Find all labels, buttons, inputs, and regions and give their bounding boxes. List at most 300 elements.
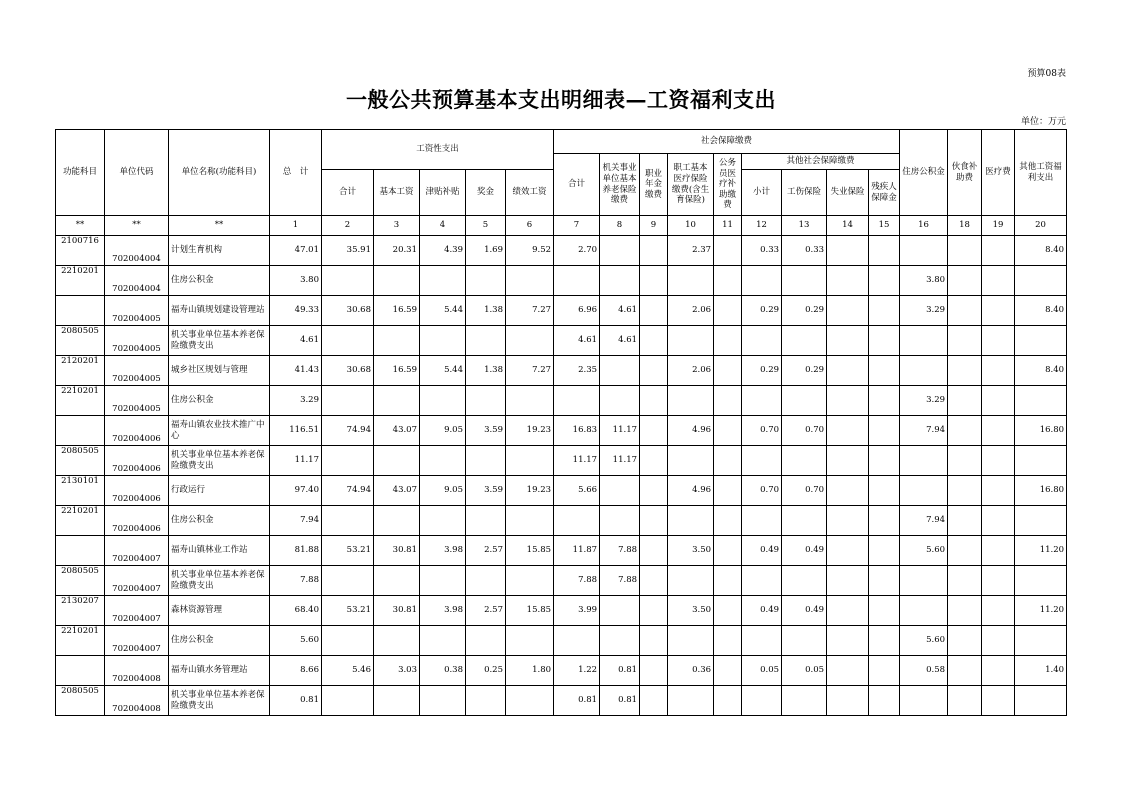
func-subject-cell: 2210201 xyxy=(56,266,105,296)
value-cell xyxy=(374,566,420,596)
header-other-subtotal: 小计 xyxy=(742,170,782,216)
unit-name-cell: 福寿山镇农业技术推广中心 xyxy=(169,416,270,446)
value-cell xyxy=(668,446,714,476)
table-row xyxy=(56,386,1067,416)
value-cell xyxy=(714,506,742,536)
value-cell xyxy=(322,326,374,356)
header-disability-fund: 残疾人保障金 xyxy=(869,170,900,216)
value-cell: 9.52 xyxy=(506,236,554,266)
value-cell: 15.85 xyxy=(506,596,554,626)
value-cell xyxy=(600,386,640,416)
value-cell: 7.88 xyxy=(554,566,600,596)
table-row xyxy=(56,416,1067,446)
value-cell xyxy=(982,626,1015,656)
unit-code-cell: 702004005 xyxy=(105,386,169,416)
unit-code-cell: 702004007 xyxy=(105,596,169,626)
value-cell xyxy=(827,296,869,326)
value-cell xyxy=(640,356,668,386)
index-cell: 5 xyxy=(466,216,506,236)
value-cell: 4.61 xyxy=(270,326,322,356)
header-pension: 机关事业单位基本养老保险缴费 xyxy=(600,154,640,216)
value-cell xyxy=(668,266,714,296)
value-cell xyxy=(374,626,420,656)
value-cell xyxy=(948,266,982,296)
value-cell xyxy=(714,476,742,506)
value-cell xyxy=(782,506,827,536)
table-body xyxy=(56,216,1067,716)
value-cell: 0.49 xyxy=(782,596,827,626)
value-cell xyxy=(322,386,374,416)
value-cell xyxy=(742,266,782,296)
value-cell: 3.80 xyxy=(270,266,322,296)
value-cell xyxy=(374,446,420,476)
value-cell: 0.70 xyxy=(782,476,827,506)
value-cell xyxy=(714,536,742,566)
value-cell xyxy=(600,476,640,506)
value-cell xyxy=(900,686,948,716)
value-cell: 0.58 xyxy=(900,656,948,686)
value-cell xyxy=(900,326,948,356)
value-cell: 53.21 xyxy=(322,536,374,566)
table-row xyxy=(56,566,1067,596)
value-cell xyxy=(1015,626,1067,656)
value-cell: 19.23 xyxy=(506,476,554,506)
value-cell xyxy=(869,326,900,356)
value-cell: 16.59 xyxy=(374,356,420,386)
header-civil-medical-subsidy: 公务员医疗补助缴费 xyxy=(714,154,742,216)
value-cell: 0.29 xyxy=(742,356,782,386)
value-cell xyxy=(466,266,506,296)
value-cell xyxy=(640,476,668,506)
value-cell xyxy=(827,386,869,416)
value-cell xyxy=(466,506,506,536)
value-cell xyxy=(420,326,466,356)
value-cell xyxy=(742,386,782,416)
index-cell: 13 xyxy=(782,216,827,236)
value-cell xyxy=(948,566,982,596)
index-cell: 16 xyxy=(900,216,948,236)
value-cell: 74.94 xyxy=(322,416,374,446)
value-cell xyxy=(782,386,827,416)
value-cell: 0.33 xyxy=(782,236,827,266)
value-cell xyxy=(982,506,1015,536)
header-total: 总 计 xyxy=(270,130,322,216)
value-cell: 0.81 xyxy=(554,686,600,716)
unit-code-cell: 702004008 xyxy=(105,656,169,686)
value-cell xyxy=(827,446,869,476)
value-cell xyxy=(827,536,869,566)
value-cell: 0.38 xyxy=(420,656,466,686)
value-cell xyxy=(714,356,742,386)
value-cell xyxy=(782,266,827,296)
value-cell xyxy=(782,326,827,356)
value-cell: 0.29 xyxy=(782,296,827,326)
value-cell: 2.06 xyxy=(668,356,714,386)
value-cell: 7.88 xyxy=(270,566,322,596)
value-cell xyxy=(900,236,948,266)
value-cell xyxy=(869,536,900,566)
func-subject-cell: 2080505 xyxy=(56,326,105,356)
value-cell xyxy=(827,476,869,506)
func-subject-cell: 2080505 xyxy=(56,446,105,476)
func-subject-cell: 2130101 xyxy=(56,476,105,506)
value-cell xyxy=(640,236,668,266)
value-cell: 0.81 xyxy=(270,686,322,716)
unit-name-cell: 机关事业单位基本养老保险缴费支出 xyxy=(169,446,270,476)
value-cell xyxy=(554,386,600,416)
value-cell xyxy=(714,566,742,596)
func-subject-cell: 2210201 xyxy=(56,506,105,536)
value-cell xyxy=(668,686,714,716)
value-cell xyxy=(782,446,827,476)
value-cell xyxy=(827,416,869,446)
index-cell: 7 xyxy=(554,216,600,236)
value-cell: 2.57 xyxy=(466,536,506,566)
value-cell xyxy=(322,566,374,596)
value-cell: 74.94 xyxy=(322,476,374,506)
value-cell xyxy=(742,686,782,716)
index-cell: 20 xyxy=(1015,216,1067,236)
value-cell: 41.43 xyxy=(270,356,322,386)
func-subject-cell: 2080505 xyxy=(56,566,105,596)
value-cell: 8.40 xyxy=(1015,356,1067,386)
value-cell xyxy=(420,446,466,476)
unit-name-cell: 住房公积金 xyxy=(169,386,270,416)
value-cell xyxy=(714,296,742,326)
value-cell xyxy=(668,386,714,416)
value-cell: 19.23 xyxy=(506,416,554,446)
value-cell: 1.22 xyxy=(554,656,600,686)
value-cell: 11.17 xyxy=(270,446,322,476)
value-cell xyxy=(1015,506,1067,536)
value-cell xyxy=(869,506,900,536)
func-subject-cell xyxy=(56,536,105,566)
value-cell: 4.61 xyxy=(600,326,640,356)
table-row xyxy=(56,686,1067,716)
unit-name-cell: 福寿山镇林业工作站 xyxy=(169,536,270,566)
header-performance-pay: 绩效工资 xyxy=(506,170,554,216)
value-cell: 3.03 xyxy=(374,656,420,686)
value-cell xyxy=(742,326,782,356)
value-cell xyxy=(600,356,640,386)
unit-code-cell: 702004006 xyxy=(105,416,169,446)
value-cell xyxy=(827,626,869,656)
value-cell xyxy=(827,566,869,596)
value-cell: 9.05 xyxy=(420,416,466,446)
value-cell xyxy=(640,296,668,326)
value-cell: 16.80 xyxy=(1015,476,1067,506)
value-cell xyxy=(782,686,827,716)
value-cell: 9.05 xyxy=(420,476,466,506)
table-row xyxy=(56,506,1067,536)
value-cell xyxy=(714,596,742,626)
value-cell xyxy=(640,386,668,416)
unit-label: 单位：万元 xyxy=(1020,117,1066,127)
value-cell xyxy=(714,386,742,416)
header-salary-total: 合计 xyxy=(322,170,374,216)
value-cell xyxy=(948,506,982,536)
unit-name-cell: 城乡社区规划与管理 xyxy=(169,356,270,386)
value-cell: 35.91 xyxy=(322,236,374,266)
value-cell xyxy=(506,686,554,716)
value-cell xyxy=(714,446,742,476)
value-cell xyxy=(982,236,1015,266)
value-cell: 30.81 xyxy=(374,596,420,626)
header-basic-salary: 基本工资 xyxy=(374,170,420,216)
header-bonus: 奖金 xyxy=(466,170,506,216)
value-cell xyxy=(982,596,1015,626)
func-subject-cell: 2210201 xyxy=(56,386,105,416)
index-row xyxy=(56,216,1067,236)
header-other-social-group: 其他社会保障缴费 xyxy=(742,154,900,170)
value-cell: 30.68 xyxy=(322,356,374,386)
value-cell: 3.98 xyxy=(420,596,466,626)
value-cell: 2.35 xyxy=(554,356,600,386)
value-cell xyxy=(742,626,782,656)
value-cell xyxy=(1015,326,1067,356)
unit-code-cell: 702004006 xyxy=(105,506,169,536)
func-subject-cell xyxy=(56,656,105,686)
func-subject-cell: 2210201 xyxy=(56,626,105,656)
table-row xyxy=(56,476,1067,506)
header-housing-fund: 住房公积金 xyxy=(900,130,948,216)
header-social-total: 合计 xyxy=(554,154,600,216)
value-cell xyxy=(869,386,900,416)
value-cell xyxy=(869,236,900,266)
value-cell: 3.29 xyxy=(900,296,948,326)
value-cell xyxy=(827,266,869,296)
value-cell xyxy=(900,596,948,626)
value-cell xyxy=(982,266,1015,296)
value-cell: 1.38 xyxy=(466,296,506,326)
value-cell: 43.07 xyxy=(374,416,420,446)
value-cell xyxy=(900,446,948,476)
value-cell: 4.96 xyxy=(668,476,714,506)
header-injury-insurance: 工伤保险 xyxy=(782,170,827,216)
value-cell xyxy=(640,326,668,356)
value-cell xyxy=(420,686,466,716)
index-cell: 8 xyxy=(600,216,640,236)
index-cell: 1 xyxy=(270,216,322,236)
value-cell: 11.87 xyxy=(554,536,600,566)
header-social-group: 社会保障缴费 xyxy=(554,130,900,154)
value-cell: 2.57 xyxy=(466,596,506,626)
value-cell xyxy=(374,506,420,536)
value-cell: 3.50 xyxy=(668,536,714,566)
value-cell: 0.70 xyxy=(742,476,782,506)
value-cell xyxy=(827,596,869,626)
value-cell: 0.49 xyxy=(742,536,782,566)
value-cell xyxy=(982,416,1015,446)
value-cell xyxy=(640,446,668,476)
value-cell xyxy=(714,416,742,446)
header-other-welfare: 其他工资福利支出 xyxy=(1015,130,1067,216)
value-cell xyxy=(600,626,640,656)
value-cell xyxy=(948,596,982,626)
value-cell xyxy=(420,566,466,596)
value-cell: 8.66 xyxy=(270,656,322,686)
header-salary-group: 工资性支出 xyxy=(322,130,554,170)
value-cell xyxy=(869,656,900,686)
value-cell xyxy=(714,236,742,266)
value-cell xyxy=(640,566,668,596)
unit-name-cell: 住房公积金 xyxy=(169,506,270,536)
value-cell xyxy=(322,446,374,476)
value-cell xyxy=(506,266,554,296)
value-cell xyxy=(827,656,869,686)
func-subject-cell: 2120201 xyxy=(56,356,105,386)
table-row xyxy=(56,356,1067,386)
value-cell: 0.70 xyxy=(782,416,827,446)
value-cell xyxy=(1015,686,1067,716)
unit-code-cell: 702004006 xyxy=(105,446,169,476)
header-medical: 医疗费 xyxy=(982,130,1015,216)
unit-name-cell: 机关事业单位基本养老保险缴费支出 xyxy=(169,686,270,716)
value-cell xyxy=(506,446,554,476)
value-cell: 6.96 xyxy=(554,296,600,326)
header-unit-name: 单位名称(功能科目) xyxy=(169,130,270,216)
value-cell xyxy=(714,326,742,356)
unit-name-cell: 机关事业单位基本养老保险缴费支出 xyxy=(169,326,270,356)
value-cell xyxy=(466,326,506,356)
value-cell xyxy=(827,236,869,266)
value-cell xyxy=(982,326,1015,356)
value-cell xyxy=(900,476,948,506)
header-meal-allowance: 伙食补助费 xyxy=(948,130,982,216)
index-cell: 6 xyxy=(506,216,554,236)
value-cell xyxy=(869,416,900,446)
value-cell xyxy=(982,656,1015,686)
value-cell: 3.59 xyxy=(466,416,506,446)
value-cell xyxy=(869,626,900,656)
value-cell: 0.05 xyxy=(742,656,782,686)
header-medical-insurance: 职工基本医疗保险缴费(含生育保险) xyxy=(668,154,714,216)
value-cell: 4.39 xyxy=(420,236,466,266)
value-cell: 4.61 xyxy=(554,326,600,356)
table-row xyxy=(56,656,1067,686)
value-cell: 2.70 xyxy=(554,236,600,266)
value-cell xyxy=(948,356,982,386)
value-cell: 0.81 xyxy=(600,656,640,686)
value-cell: 7.94 xyxy=(900,416,948,446)
value-cell xyxy=(322,626,374,656)
value-cell xyxy=(374,326,420,356)
value-cell xyxy=(1015,266,1067,296)
value-cell xyxy=(322,266,374,296)
value-cell: 3.59 xyxy=(466,476,506,506)
value-cell xyxy=(948,236,982,266)
value-cell xyxy=(600,506,640,536)
value-cell xyxy=(900,356,948,386)
value-cell: 7.27 xyxy=(506,296,554,326)
func-subject-cell xyxy=(56,296,105,326)
value-cell: 0.81 xyxy=(600,686,640,716)
value-cell: 3.29 xyxy=(900,386,948,416)
value-cell: 7.88 xyxy=(600,536,640,566)
index-cell: 19 xyxy=(982,216,1015,236)
unit-code-cell: 702004005 xyxy=(105,326,169,356)
value-cell: 0.70 xyxy=(742,416,782,446)
unit-code-cell: 702004007 xyxy=(105,536,169,566)
index-cell: 18 xyxy=(948,216,982,236)
value-cell xyxy=(1015,386,1067,416)
value-cell: 8.40 xyxy=(1015,236,1067,266)
table-row xyxy=(56,266,1067,296)
header-allowance: 津贴补贴 xyxy=(420,170,466,216)
value-cell: 4.61 xyxy=(600,296,640,326)
value-cell: 11.17 xyxy=(600,416,640,446)
value-cell xyxy=(374,266,420,296)
value-cell: 1.80 xyxy=(506,656,554,686)
unit-code-cell: 702004008 xyxy=(105,686,169,716)
value-cell: 0.36 xyxy=(668,656,714,686)
func-subject-cell: 2080505 xyxy=(56,686,105,716)
value-cell xyxy=(714,656,742,686)
value-cell: 0.49 xyxy=(782,536,827,566)
value-cell xyxy=(982,356,1015,386)
value-cell xyxy=(506,506,554,536)
value-cell xyxy=(827,686,869,716)
index-cell: ** xyxy=(169,216,270,236)
unit-name-cell: 机关事业单位基本养老保险缴费支出 xyxy=(169,566,270,596)
value-cell xyxy=(869,446,900,476)
unit-name-cell: 住房公积金 xyxy=(169,626,270,656)
value-cell xyxy=(948,656,982,686)
value-cell: 5.66 xyxy=(554,476,600,506)
value-cell: 47.01 xyxy=(270,236,322,266)
table-row xyxy=(56,626,1067,656)
index-cell: 9 xyxy=(640,216,668,236)
unit-name-cell: 福寿山镇规划建设管理站 xyxy=(169,296,270,326)
value-cell: 116.51 xyxy=(270,416,322,446)
value-cell: 5.44 xyxy=(420,356,466,386)
value-cell xyxy=(948,386,982,416)
index-cell: ** xyxy=(56,216,105,236)
index-cell: 2 xyxy=(322,216,374,236)
value-cell xyxy=(506,386,554,416)
value-cell xyxy=(420,266,466,296)
value-cell xyxy=(714,686,742,716)
value-cell xyxy=(982,566,1015,596)
value-cell: 0.29 xyxy=(742,296,782,326)
value-cell xyxy=(554,626,600,656)
value-cell: 3.98 xyxy=(420,536,466,566)
value-cell xyxy=(869,686,900,716)
value-cell: 30.81 xyxy=(374,536,420,566)
value-cell xyxy=(982,536,1015,566)
value-cell xyxy=(782,626,827,656)
value-cell: 0.05 xyxy=(782,656,827,686)
value-cell xyxy=(714,266,742,296)
value-cell: 2.06 xyxy=(668,296,714,326)
value-cell xyxy=(640,596,668,626)
form-code: 预算08表 xyxy=(1027,69,1066,79)
value-cell xyxy=(640,656,668,686)
value-cell xyxy=(506,326,554,356)
value-cell xyxy=(640,536,668,566)
index-cell: 14 xyxy=(827,216,869,236)
value-cell xyxy=(466,386,506,416)
value-cell: 0.33 xyxy=(742,236,782,266)
unit-code-cell: 702004006 xyxy=(105,476,169,506)
value-cell: 11.20 xyxy=(1015,596,1067,626)
value-cell xyxy=(322,506,374,536)
table-row xyxy=(56,296,1067,326)
value-cell xyxy=(827,506,869,536)
table-row xyxy=(56,536,1067,566)
value-cell xyxy=(869,566,900,596)
value-cell: 5.60 xyxy=(270,626,322,656)
